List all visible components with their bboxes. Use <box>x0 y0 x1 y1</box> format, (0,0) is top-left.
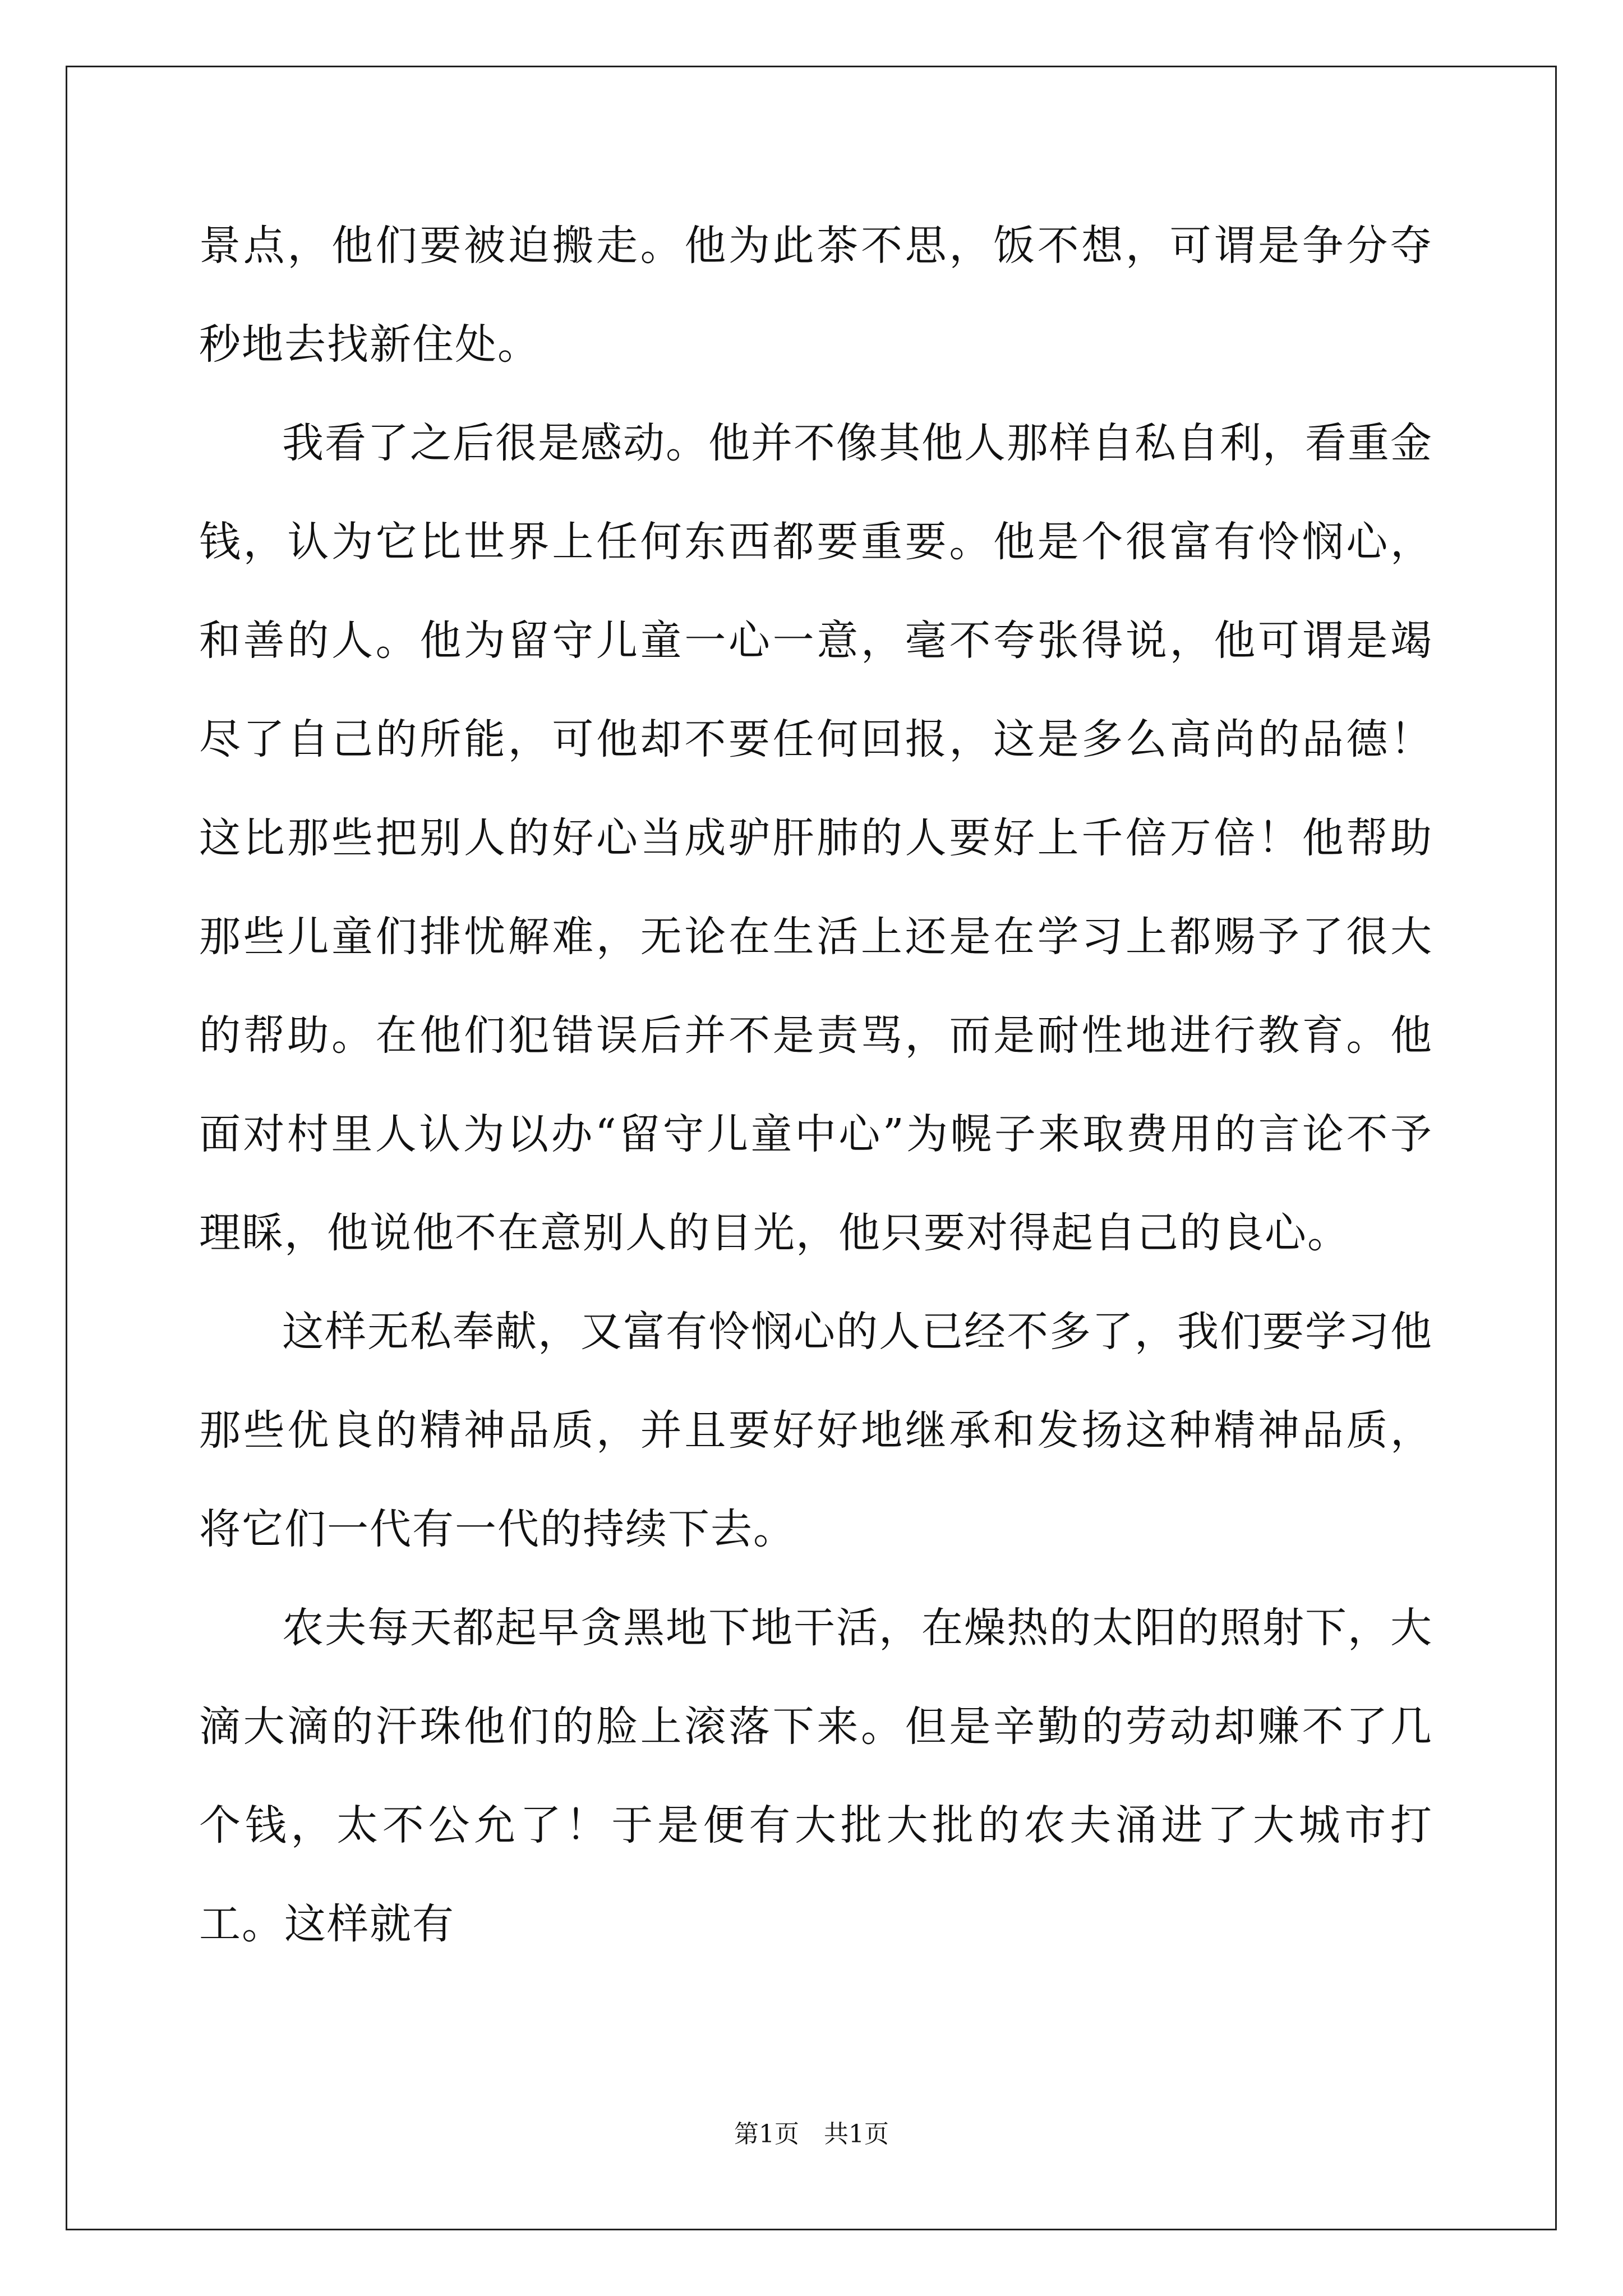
page-footer <box>0 2118 1623 2151</box>
document-body <box>199 196 1433 1973</box>
paragraph-1: 景点，他们要被迫搬走。他为此茶不思，饭不想，可谓是争分夺秒地去找新住处。 <box>199 222 1433 369</box>
paragraph-2: 我看了之后很是感动。他并不像其他人那样自私自利，看重金钱，认为它比世界上任何东西都要重要。他是个很富有怜悯心，和善的人。他为留守儿童一心一意，毫不夸张得说，他可谓是竭尽了自己的所能，可他却不要任何回报，这是多么高尚的品德！这比那些把别人的好心当成驴肝肺的人要好上千倍万倍！他帮助那些儿童们排忧解难，无论在生活上还是在学习上都赐予了很大的帮助。在他们犯错误后并不是责骂，而是耐性地进行教育。他面对村里人认为以办“留守儿童中心”为幌子来取费用的言论不予理睬，他说他不在意别人的目光，他只要对得起自己的良心。 <box>199 419 1433 1257</box>
page-total: 共1页 <box>824 2120 889 2148</box>
paragraph-4: 农夫每天都起早贪黑地下地干活，在燥热的太阳的照射下，大滴大滴的汗珠他们的脸上滚落下来。但是辛勤的劳动却赚不了几个钱，太不公允了！于是便有大批大批的农夫涌进了大城市打工。这样就有 <box>199 1604 1433 1948</box>
page-number: 第1页 <box>734 2120 799 2148</box>
paragraph-3: 这样无私奉献，又富有怜悯心的人已经不多了，我们要学习他那些优良的精神品质，并且要好好地继承和发扬这种精神品质，将它们一代有一代的持续下去。 <box>199 1308 1433 1553</box>
